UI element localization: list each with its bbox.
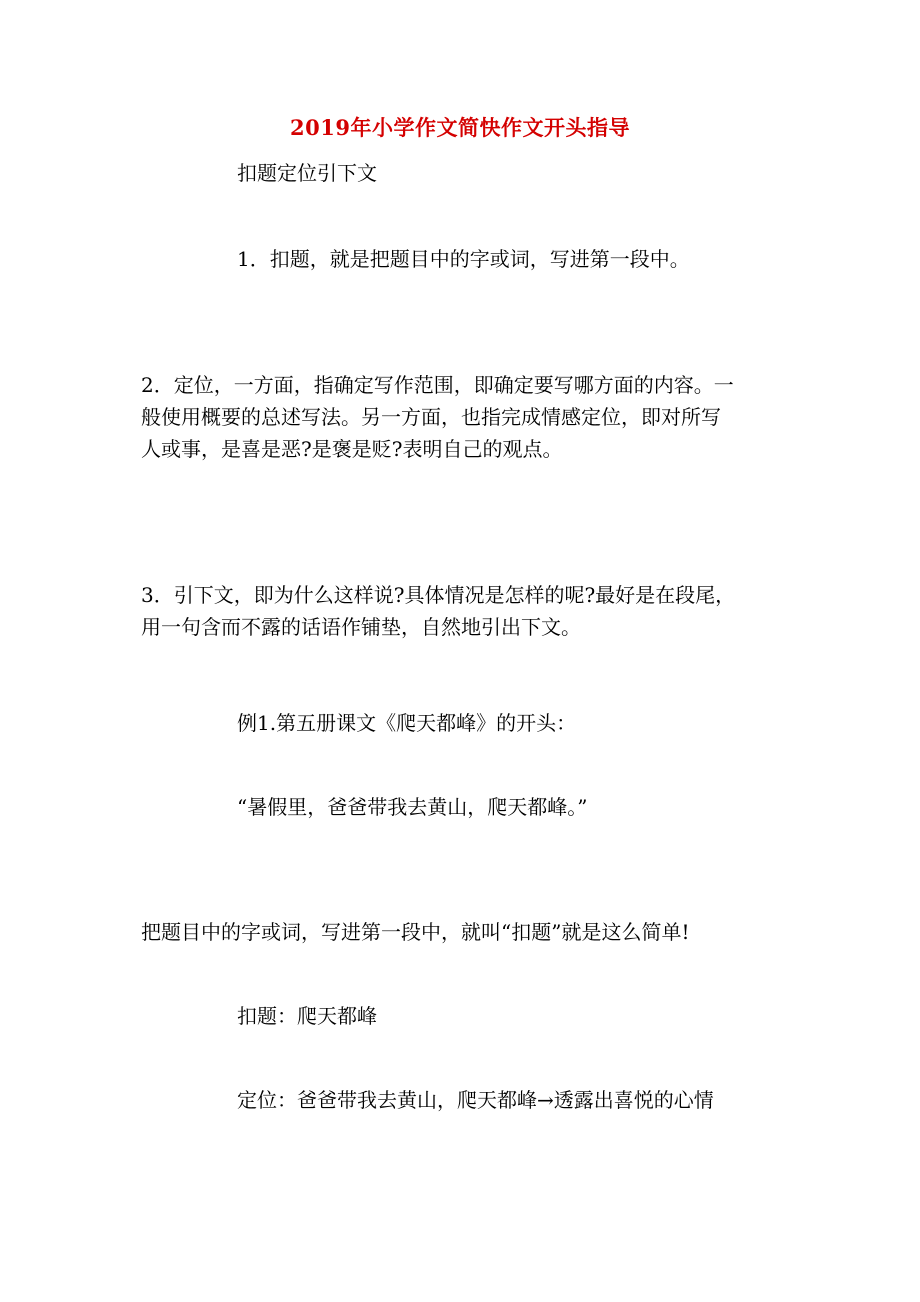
point-2 <box>141 369 781 465</box>
point-3 <box>141 579 781 643</box>
point-3-line-1: 3．引下文，即为什么这样说?具体情况是怎样的呢?最好是在段尾， <box>141 583 736 607</box>
section-subtitle: 扣题定位引下文 <box>237 161 377 185</box>
point-1: 1．扣题，就是把题目中的字或词，写进第一段中。 <box>237 247 690 271</box>
point-2-line-1: 2．定位，一方面，指确定写作范围，即确定要写哪方面的内容。一 <box>141 373 734 397</box>
example-heading: 例1.第五册课文《爬天都峰》的开头： <box>237 711 577 735</box>
document-title: 2019年小学作文简快作文开头指导 <box>290 115 630 140</box>
example-quote: “暑假里，爸爸带我去黄山，爬天都峰。” <box>237 795 588 819</box>
point-2-line-3: 人或事，是喜是恶?是褒是贬?表明自己的观点。 <box>141 437 563 461</box>
kouti-line: 扣题：爬天都峰 <box>237 1004 377 1028</box>
dingwei-line: 定位：爸爸带我去黄山，爬天都峰→透露出喜悦的心情 <box>237 1088 714 1112</box>
point-3-line-2: 用一句含而不露的话语作铺垫，自然地引出下文。 <box>141 615 581 639</box>
explanation-text: 把题目中的字或词，写进第一段中，就叫“扣题”就是这么简单! <box>141 920 690 944</box>
point-2-line-2: 般使用概要的总述写法。另一方面，也指完成情感定位，即对所写 <box>141 405 721 429</box>
